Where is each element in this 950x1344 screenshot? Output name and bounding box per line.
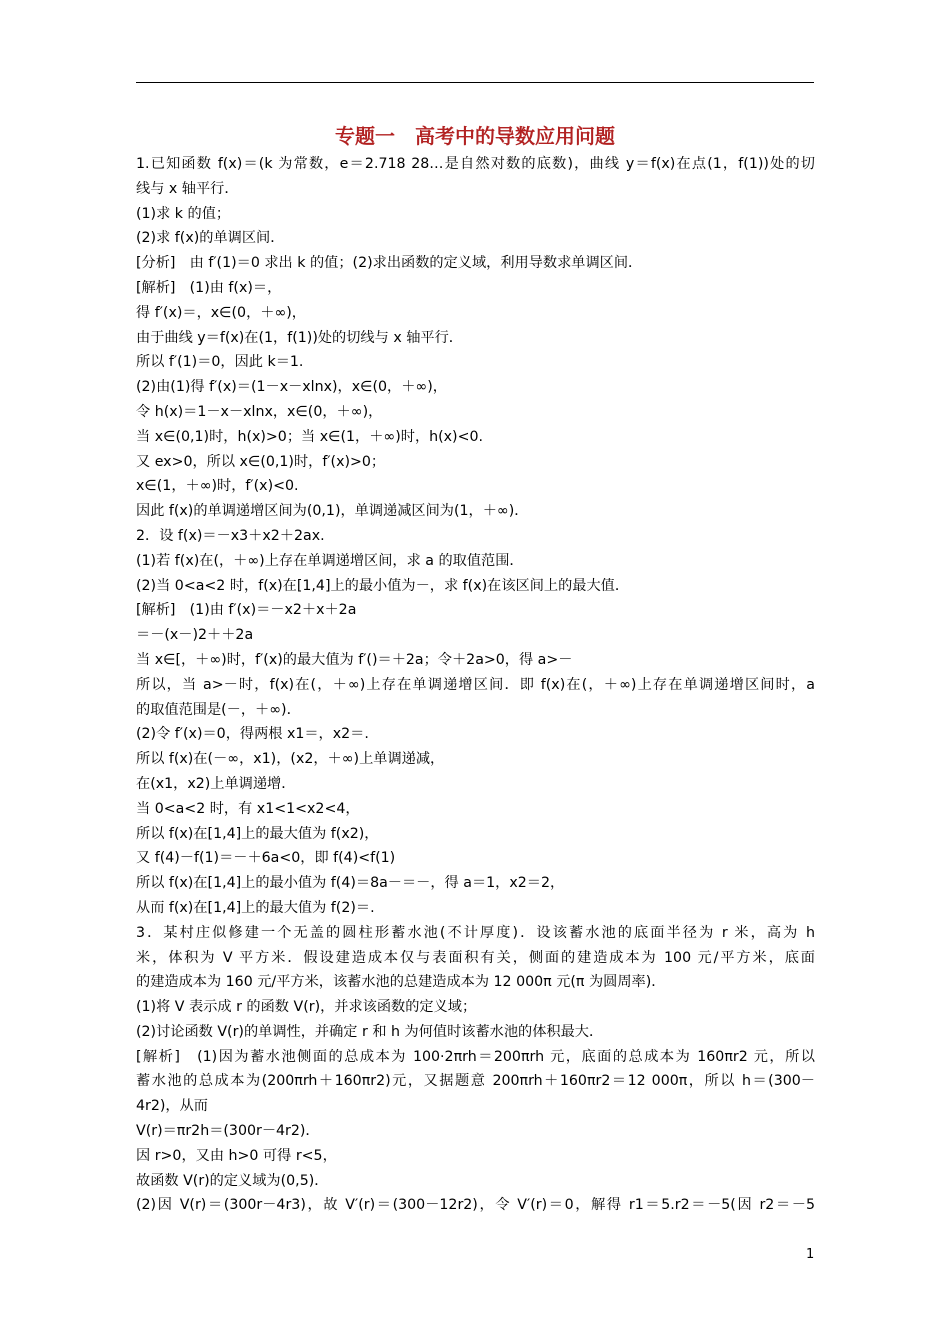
text-line: 的建造成本为 160 元/平方米，该蓄水池的总建造成本为 12 000π 元(π 为圆周率)． — [136, 974, 666, 991]
text-line: 因 r>0，又由 h>0 可得 r<5， — [136, 1147, 337, 1164]
text-line: (2)因 V(r)＝(300r－4r3)，故 V′(r)＝(300－12r2)，令 V′(r)＝0，解得 r1＝5.r2＝－5(因 r2＝－5 — [136, 1197, 815, 1214]
text-line: (1)若 f(x)在(，＋∞)上存在单调递增区间，求 a 的取值范围． — [136, 552, 524, 569]
text-line: ＝－(x－)2＋＋2a — [136, 627, 254, 644]
text-line: 因此 f(x)的单调递增区间为(0,1)，单调递减区间为(1，＋∞)． — [136, 503, 529, 520]
text-line: [解析] (1)因为蓄水池侧面的总成本为 100·2πrh＝200πrh 元，底面的总成本为 160πr2 元，所以 — [136, 1048, 815, 1065]
text-line: 得 f′(x)＝，x∈(0，＋∞)， — [136, 304, 306, 321]
text-line: 故函数 V(r)的定义域为(0,5)． — [136, 1172, 329, 1189]
text-line: (2)由(1)得 f′(x)＝(1－x－xlnx)，x∈(0，＋∞)， — [136, 379, 447, 396]
text-line: 从而 f(x)在[1,4]上的最大值为 f(2)＝. — [136, 899, 375, 916]
text-line: x∈(1，＋∞)时，f′(x)<0. — [136, 478, 299, 495]
text-line: 所以 f′(1)＝0，因此 k＝1. — [136, 354, 304, 371]
text-line: 又 ex>0，所以 x∈(0,1)时，f′(x)>0； — [136, 453, 386, 470]
text-line: (1)将 V 表示成 r 的函数 V(r)，并求该函数的定义域； — [136, 999, 477, 1016]
text-line: (2)讨论函数 V(r)的单调性，并确定 r 和 h 为何值时该蓄水池的体积最大． — [136, 1023, 604, 1040]
text-line: 4r2)，从而 — [136, 1098, 208, 1115]
text-line: 所以 f(x)在(－∞，x1)，(x2，＋∞)上单调递减， — [136, 751, 445, 768]
page-title: 专题一 高考中的导数应用问题 — [335, 124, 615, 148]
text-line: 当 0<a<2 时，有 x1<1<x2<4， — [136, 800, 360, 817]
text-line: 当 x∈[，＋∞)时，f′(x)的最大值为 f′()＝＋2a；令＋2a>0，得 a>－ — [136, 651, 573, 668]
text-line: 米，体积为 V 平方米．假设建造成本仅与表面积有关，侧面的建造成本为 100 元/平方米，底面 — [136, 949, 815, 966]
text-line: 在(x1，x2)上单调递增． — [136, 775, 296, 792]
header-rule — [136, 82, 814, 83]
text-line: 蓄水池的总成本为(200πrh＋160πr2)元，又据题意 200πrh＋160πr2＝12 000π，所以 h＝(300－ — [136, 1073, 815, 1090]
text-line: 所以，当 a>－时，f(x)在(，＋∞)上存在单调递增区间．即 f(x)在(，＋∞)上存在单调递增区间时，a — [136, 676, 815, 693]
text-line: 又 f(4)－f(1)＝－＋6a<0，即 f(4)<f(1) — [136, 850, 396, 867]
text-line: V(r)＝πr2h＝(300r－4r2)． — [136, 1123, 320, 1140]
text-line: 所以 f(x)在[1,4]上的最大值为 f(x2)， — [136, 825, 379, 842]
document-body — [136, 152, 815, 1218]
text-line: (2)求 f(x)的单调区间． — [136, 230, 285, 247]
text-line: (2)当 0<a<2 时，f(x)在[1,4]上的最小值为－，求 f(x)在该区间上的最大值． — [136, 577, 630, 594]
text-line: 线与 x 轴平行． — [136, 180, 239, 197]
text-line: 由于曲线 y＝f(x)在(1，f(1))处的切线与 x 轴平行． — [136, 329, 463, 346]
text-line: 的取值范围是(－，＋∞)． — [136, 701, 301, 718]
text-line: [解析] (1)由 f′(x)＝－x2＋x＋2a — [136, 602, 357, 619]
page-number: 1 — [806, 1247, 815, 1262]
text-line: 1.已知函数 f(x)＝(k 为常数，e＝2.718 28…是自然对数的底数)，曲线 y＝f(x)在点(1，f(1))处的切 — [136, 156, 815, 172]
text-line: 2．设 f(x)＝－x3＋x2＋2ax. — [136, 527, 325, 544]
text-line: (2)令 f′(x)＝0，得两根 x1＝，x2＝. — [136, 726, 369, 743]
text-line: [解析] (1)由 f(x)＝， — [136, 279, 282, 296]
text-line: 当 x∈(0,1)时，h(x)>0；当 x∈(1，＋∞)时，h(x)<0. — [136, 428, 484, 445]
text-line: (1)求 k 的值； — [136, 205, 231, 222]
text-line: 3．某村庄似修建一个无盖的圆柱形蓄水池(不计厚度)．设该蓄水池的底面半径为 r 米，高为 h — [136, 924, 815, 941]
text-line: [分析] 由 f′(1)＝0 求出 k 的值；(2)求出函数的定义域，利用导数求单调区间． — [136, 255, 643, 272]
text-line: 令 h(x)＝1－x－xlnx，x∈(0，＋∞)， — [136, 403, 383, 420]
text-line: 所以 f(x)在[1,4]上的最小值为 f(4)＝8a－＝－，得 a＝1，x2＝2， — [136, 875, 565, 892]
